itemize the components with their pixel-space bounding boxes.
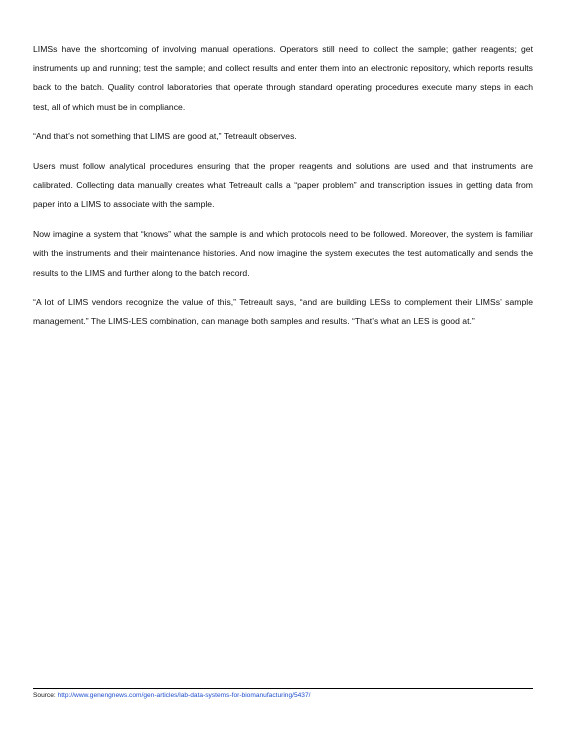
paragraph-imagine-system: Now imagine a system that “knows” what the sample is and which protocols need to be followed. Moreover, the system is familiar with the instruments and their maintenance histories. And now imagine the system executes the test automatically and sends the results to the LIMS and further along to the batch record. (33, 229, 533, 278)
source-link[interactable]: http://www.genengnews.com/gen-articles/lab-data-systems-for-biomanufacturing/5437/ (57, 692, 311, 699)
source-label: Source: (33, 692, 58, 699)
article-body (33, 40, 533, 342)
paragraph-lims-shortcoming: LIMSs have the shortcoming of involving manual operations. Operators still need to collect the sample; gather reagents; get instruments up and running; test the sample; and collect results and enter them into an electronic repository, which reports results back to the batch. Quality control laboratories that operate through standard operating procedures execute many steps in each test, all of which must be in compliance. (33, 44, 533, 112)
source-citation (33, 691, 533, 701)
paragraph-analytical-procedures: Users must follow analytical procedures ensuring that the proper reagents and solutions are used and that instruments are calibrated. Collecting data manually creates what Tetreault calls a “paper problem” and transcription issues in getting data from paper into a LIMS to associate with the sample. (33, 161, 533, 210)
paragraph-lims-vendors: “A lot of LIMS vendors recognize the value of this,” Tetreault says, “and are building LESs to complement their LIMSs’ sample management.” The LIMS-LES combination, can manage both samples and results. “That’s what an LES is good at.” (33, 297, 533, 327)
footer-divider (33, 688, 533, 689)
page-footer (33, 688, 533, 701)
paragraph-tetreault-quote: “And that’s not something that LIMS are good at,” Tetreault observes. (33, 131, 297, 142)
